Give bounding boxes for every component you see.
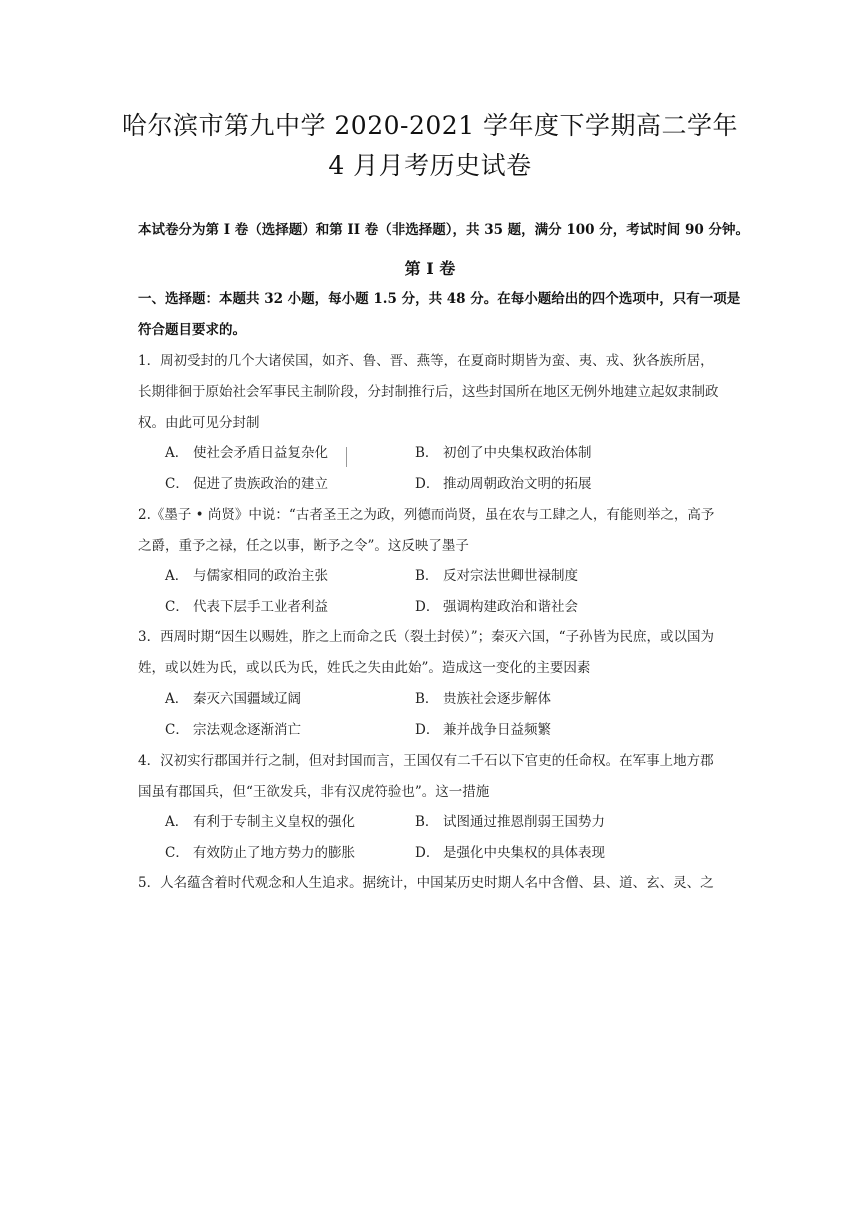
option-d xyxy=(415,592,578,623)
option-b xyxy=(415,438,592,469)
question-4-options xyxy=(165,807,725,869)
question-1-stem xyxy=(138,346,728,439)
option-text: 促进了贵族政治的建立 xyxy=(193,476,328,492)
option-text: 兼并战争日益频繁 xyxy=(443,722,551,738)
option-letter: C． xyxy=(165,476,189,492)
option-d xyxy=(415,715,551,746)
option-text: 秦灭六国疆域辽阔 xyxy=(193,691,301,707)
option-letter: C． xyxy=(165,845,189,861)
option-a xyxy=(165,807,415,838)
question-line: 之爵，重予之禄，任之以事，断予之令”。这反映了墨子 xyxy=(138,538,469,554)
option-c xyxy=(165,592,415,623)
option-letter: A． xyxy=(165,445,189,461)
question-line: 姓，或以姓为氏，或以氏为氏，姓氏之失由此始”。造成这一变化的主要因素 xyxy=(138,660,591,676)
option-letter: A． xyxy=(165,568,189,584)
option-text: 强调构建政治和谐社会 xyxy=(443,599,578,615)
option-letter: C． xyxy=(165,599,189,615)
option-text: 与儒家相同的政治主张 xyxy=(193,568,328,584)
text-cursor-mark xyxy=(346,447,347,467)
question-line: 4．汉初实行郡国并行之制，但对封国而言，王国仅有二千石以下官吏的任命权。在军事上地方郡 xyxy=(138,753,714,769)
option-b xyxy=(415,561,578,592)
option-text: 使社会矛盾日益复杂化 xyxy=(193,445,328,461)
option-d xyxy=(415,838,605,869)
option-letter: D． xyxy=(415,476,440,492)
section-instructions xyxy=(138,284,741,346)
question-4-stem xyxy=(138,746,728,808)
option-letter: D． xyxy=(415,599,440,615)
question-5-stem xyxy=(138,868,728,899)
option-c xyxy=(165,469,415,500)
volume-heading: 第 I 卷 xyxy=(404,259,456,278)
question-line: 1．周初受封的几个大诸侯国，如齐、鲁、晋、燕等，在夏商时期皆为蛮、夷、戎、狄各族所居， xyxy=(138,353,714,369)
option-a xyxy=(165,561,415,592)
option-text: 试图通过推恩削弱王国势力 xyxy=(443,814,605,830)
option-text: 贵族社会逐步解体 xyxy=(443,691,551,707)
question-line: 5．人名蕴含着时代观念和人生追求。据统计，中国某历史时期人名中含僧、县、道、玄、灵、之 xyxy=(138,875,714,891)
option-text: 有利于专制主义皇权的强化 xyxy=(193,814,355,830)
option-letter: C． xyxy=(165,722,189,738)
option-letter: B． xyxy=(415,568,439,584)
option-a xyxy=(165,438,415,469)
option-letter: B． xyxy=(415,691,439,707)
option-text: 反对宗法世卿世禄制度 xyxy=(443,568,578,584)
option-letter: B． xyxy=(415,814,439,830)
question-line: 长期徘徊于原始社会军事民主制阶段，分封制推行后，这些封国所在地区无例外地建立起奴隶制政 xyxy=(138,384,719,400)
section-instructions-line1: 一、选择题：本题共 32 小题，每小题 1.5 分，共 48 分。在每小题给出的四个选项中，只有一项是 xyxy=(138,291,741,307)
question-line: 3．西周时期“因生以赐姓，胙之上而命之氏（裂土封侯）”；秦灭六国，“子孙皆为民庶，或以国为 xyxy=(138,629,715,645)
option-letter: B． xyxy=(415,445,439,461)
option-letter: D． xyxy=(415,722,440,738)
question-line: 权。由此可见分封制 xyxy=(138,415,260,431)
exam-title-line2: 4 月月考历史试卷 xyxy=(328,151,532,180)
option-d xyxy=(415,469,592,500)
option-b xyxy=(415,807,605,838)
option-text: 代表下层手工业者利益 xyxy=(193,599,328,615)
option-c xyxy=(165,715,415,746)
option-letter: A． xyxy=(165,691,189,707)
option-text: 初创了中央集权政治体制 xyxy=(443,445,592,461)
section-instructions-line2: 符合题目要求的。 xyxy=(138,322,246,338)
option-b xyxy=(415,684,551,715)
option-text: 是强化中央集权的具体表现 xyxy=(443,845,605,861)
question-1-options xyxy=(165,438,725,500)
question-line: 国虽有郡国兵，但“王欲发兵，非有汉虎符验也”。这一措施 xyxy=(138,784,490,800)
option-text: 推动周朝政治文明的拓展 xyxy=(443,476,592,492)
question-2-options xyxy=(165,561,725,623)
question-3-stem xyxy=(138,622,728,684)
option-letter: A． xyxy=(165,814,189,830)
exam-instructions: 本试卷分为第 I 卷（选择题）和第 II 卷（非选择题），共 35 题，满分 100 分，考试时间 90 分钟。 xyxy=(138,222,749,238)
question-2-stem xyxy=(138,500,728,562)
question-line: 2.《墨子 • 尚贤》中说：“古者圣王之为政，列德而尚贤，虽在农与工肆之人，有能则举之，高予 xyxy=(138,507,715,523)
option-text: 宗法观念逐渐消亡 xyxy=(193,722,301,738)
exam-title-line1: 哈尔滨市第九中学 2020-2021 学年度下学期高二学年 xyxy=(121,111,739,140)
question-3-options xyxy=(165,684,725,746)
option-text: 有效防止了地方势力的膨胀 xyxy=(193,845,355,861)
option-c xyxy=(165,838,415,869)
option-a xyxy=(165,684,415,715)
option-letter: D． xyxy=(415,845,440,861)
